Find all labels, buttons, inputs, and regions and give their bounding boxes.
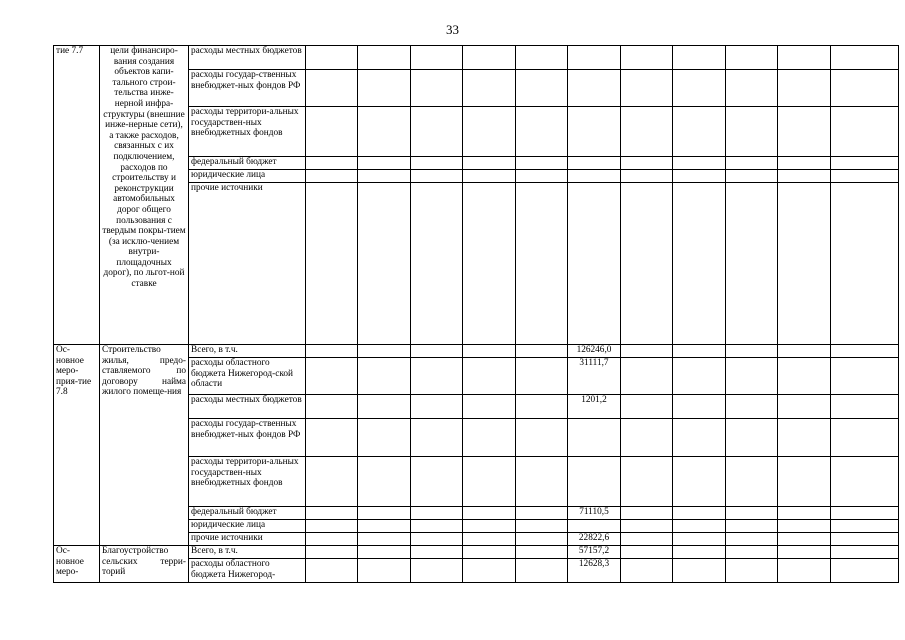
funding-source: юридические лица [189,170,306,183]
funding-source: Всего, в т.ч. [189,345,306,358]
measure-title: Благоустройство сельских терри-торий [100,546,189,583]
measure-title: Строительство жилья, предо-ставляемого по договору найма жилого помеще-ния [100,345,189,546]
page-number: 33 [446,22,459,37]
value-cell: 22822,6 [568,533,621,546]
value-cell [568,419,621,457]
table-row [54,546,899,559]
funding-source: прочие источники [189,183,306,345]
value-cell: 31111,7 [568,358,621,395]
funding-source: расходы территори-альных государствен-ных внебюджетных фондов [189,107,306,157]
measure-title: цели финансиро-вания создания объектов капи-тального строи-тельства инже-нерной инфра-структуры (внешние инже-нерные сети), а также расходов, связанных с их подключением, расходов по строительству и реконструкции автомобильных дорог общего пользования с твердым покры-тием (за исклю-чением внутри-площадочных дорог), по льгот-ной ставке [100,46,189,345]
value-cell [568,46,621,70]
value-cell [568,183,621,345]
value-cell: 12628,3 [568,559,621,583]
value-cell [568,157,621,170]
budget-table [53,45,899,583]
funding-source: расходы государ-ственных внебюджет-ных фондов РФ [189,70,306,107]
value-cell [568,107,621,157]
value-cell [568,457,621,507]
value-cell: 126246,0 [568,345,621,358]
measure-code: тие 7.7 [54,46,100,345]
funding-source: расходы территори-альных государствен-ных внебюджетных фондов [189,457,306,507]
funding-source: расходы государ-ственных внебюджет-ных фондов РФ [189,419,306,457]
measure-code: Ос-новное меро- [54,546,100,583]
table-row [54,345,899,358]
value-cell: 1201,2 [568,395,621,419]
funding-source: расходы местных бюджетов [189,395,306,419]
funding-source: федеральный бюджет [189,157,306,170]
table-row [54,46,899,70]
funding-source: расходы областного бюджета Нижегород- [189,559,306,583]
value-cell: 71110,5 [568,507,621,520]
funding-source: расходы местных бюджетов [189,46,306,70]
funding-source: прочие источники [189,533,306,546]
funding-source: федеральный бюджет [189,507,306,520]
value-cell [568,520,621,533]
value-cell [568,170,621,183]
funding-source: юридические лица [189,520,306,533]
measure-code: Ос-новное меро-прия-тие 7.8 [54,345,100,546]
value-cell: 57157,2 [568,546,621,559]
funding-source: Всего, в т.ч. [189,546,306,559]
value-cell [568,70,621,107]
funding-source: расходы областного бюджета Нижегород-ской области [189,358,306,395]
